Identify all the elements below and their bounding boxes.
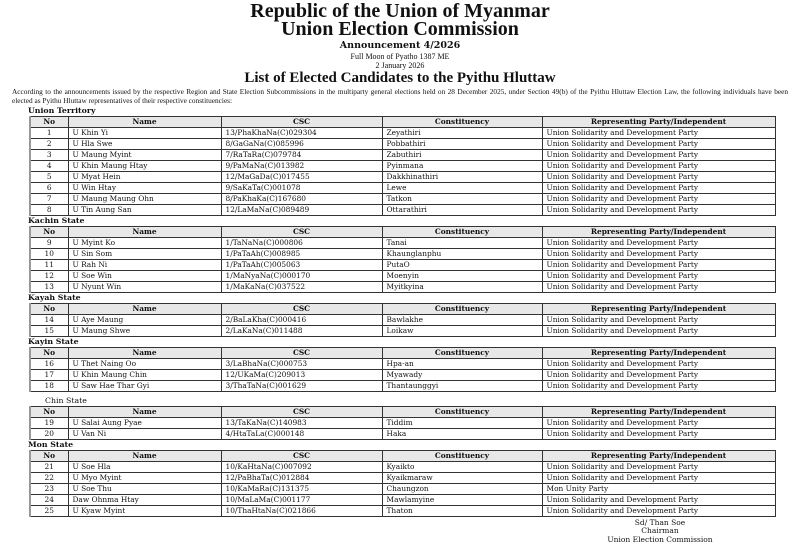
- column-header: Constituency: [382, 117, 542, 128]
- column-header: Representing Party/Independent: [542, 117, 775, 128]
- cell-no: 14: [30, 315, 68, 326]
- table-row: [30, 282, 775, 293]
- cell-party: Union Solidarity and Development Party: [542, 506, 775, 517]
- cell-csc: 1/PaTaAh(C)008985: [221, 249, 382, 260]
- cell-csc: 12/PaBhaTa(C)012884: [221, 473, 382, 484]
- table-row: [30, 418, 775, 429]
- cell-party: Union Solidarity and Development Party: [542, 359, 775, 370]
- cell-no: 12: [30, 271, 68, 282]
- column-header: Constituency: [382, 348, 542, 359]
- section-label: Union Territory: [28, 106, 96, 115]
- column-header: No: [30, 407, 68, 418]
- cell-csc: 9/SaKaTa(C)001078: [221, 183, 382, 194]
- cell-name: U Sin Som: [68, 249, 221, 260]
- cell-no: 2: [30, 139, 68, 150]
- column-header: Representing Party/Independent: [542, 304, 775, 315]
- cell-name: Daw Ohnma Htay: [68, 495, 221, 506]
- table-row: [30, 429, 775, 440]
- section-label: Kayin State: [28, 337, 79, 346]
- cell-no: 10: [30, 249, 68, 260]
- table-row: [30, 161, 775, 172]
- cell-name: U Khin Maung Chin: [68, 370, 221, 381]
- cell-name: U Tin Aung San: [68, 205, 221, 216]
- column-header: Constituency: [382, 451, 542, 462]
- cell-name: U Myo Myint: [68, 473, 221, 484]
- cell-party: Mon Unity Party: [542, 484, 775, 495]
- cell-no: 17: [30, 370, 68, 381]
- column-header: Name: [68, 304, 221, 315]
- cell-csc: 2/BaLaKha(C)000416: [221, 315, 382, 326]
- column-header: CSC: [221, 407, 382, 418]
- cell-party: Union Solidarity and Development Party: [542, 139, 775, 150]
- table-row: [30, 172, 775, 183]
- cell-csc: 10/MaLaMa(C)001177: [221, 495, 382, 506]
- cell-party: Union Solidarity and Development Party: [542, 282, 775, 293]
- signatory-title: Chairman: [641, 526, 679, 536]
- cell-party: Union Solidarity and Development Party: [542, 315, 775, 326]
- column-header: Name: [68, 117, 221, 128]
- table-row: [30, 315, 775, 326]
- cell-constituency: Pyinmana: [382, 161, 542, 172]
- date-gregorian: 2 January 2026: [375, 61, 425, 70]
- column-header: No: [30, 227, 68, 238]
- cell-no: 1: [30, 128, 68, 139]
- cell-constituency: Myawady: [382, 370, 542, 381]
- intro-paragraph: According to the announcements issued by the respective Region and State Election Subcommissions in the multiparty general elections held on 28 December 2025, under Section 49(b) of the Pyithu Hluttaw Election Law, the following individuals have been elected as Pyithu Hluttaw representatives of their respective constituencies:: [12, 87, 788, 105]
- table-row: [30, 183, 775, 194]
- table-row: [30, 271, 775, 282]
- column-header: No: [30, 304, 68, 315]
- cell-no: 20: [30, 429, 68, 440]
- cell-no: 5: [30, 172, 68, 183]
- table-row: [30, 260, 775, 271]
- table-row: [30, 205, 775, 216]
- cell-party: Union Solidarity and Development Party: [542, 194, 775, 205]
- section-label: Kayah State: [28, 293, 81, 302]
- cell-constituency: Lewe: [382, 183, 542, 194]
- cell-csc: 4/HtaTaLa(C)000148: [221, 429, 382, 440]
- cell-csc: 2/LaKaNa(C)011488: [221, 326, 382, 337]
- cell-constituency: Thaton: [382, 506, 542, 517]
- table-row: [30, 194, 775, 205]
- cell-no: 15: [30, 326, 68, 337]
- column-header: Representing Party/Independent: [542, 451, 775, 462]
- document-title: Republic of the Union of Myanmar: [250, 0, 550, 22]
- cell-name: U Maung Maung Ohn: [68, 194, 221, 205]
- cell-name: U Salai Aung Pyae: [68, 418, 221, 429]
- table-header-row: [30, 304, 775, 315]
- column-header: Name: [68, 451, 221, 462]
- cell-no: 13: [30, 282, 68, 293]
- table-header-row: [30, 451, 775, 462]
- column-header: Name: [68, 227, 221, 238]
- cell-constituency: Kyaikto: [382, 462, 542, 473]
- cell-constituency: Chaungzon: [382, 484, 542, 495]
- cell-party: Union Solidarity and Development Party: [542, 462, 775, 473]
- column-header: Representing Party/Independent: [542, 348, 775, 359]
- table-row: [30, 128, 775, 139]
- cell-no: 6: [30, 183, 68, 194]
- commission-title: Union Election Commission: [281, 18, 519, 40]
- column-header: CSC: [221, 227, 382, 238]
- cell-party: Union Solidarity and Development Party: [542, 150, 775, 161]
- column-header: Constituency: [382, 304, 542, 315]
- cell-csc: 1/MaNyaNa(C)000170: [221, 271, 382, 282]
- column-header: Representing Party/Independent: [542, 227, 775, 238]
- table-row: [30, 370, 775, 381]
- cell-csc: 1/MaKaNa(C)037522: [221, 282, 382, 293]
- announcement-number: Announcement 4/2026: [339, 40, 461, 51]
- section-label: Kachin State: [28, 216, 85, 225]
- cell-no: 23: [30, 484, 68, 495]
- cell-party: Union Solidarity and Development Party: [542, 205, 775, 216]
- cell-constituency: Moenyin: [382, 271, 542, 282]
- cell-name: U Khin Yi: [68, 128, 221, 139]
- cell-name: U Kyaw Myint: [68, 506, 221, 517]
- cell-name: U Myint Ko: [68, 238, 221, 249]
- cell-party: Union Solidarity and Development Party: [542, 326, 775, 337]
- table-row: [30, 506, 775, 517]
- cell-name: U Maung Myint: [68, 150, 221, 161]
- list-title: List of Elected Candidates to the Pyithu Hluttaw: [244, 70, 556, 86]
- cell-party: Union Solidarity and Development Party: [542, 495, 775, 506]
- table-row: [30, 495, 775, 506]
- cell-party: Union Solidarity and Development Party: [542, 381, 775, 392]
- cell-constituency: Loikaw: [382, 326, 542, 337]
- signature-block: [590, 519, 730, 544]
- column-header: No: [30, 117, 68, 128]
- column-header: Name: [68, 407, 221, 418]
- cell-constituency: Myitkyina: [382, 282, 542, 293]
- cell-no: 18: [30, 381, 68, 392]
- table-header-row: [30, 227, 775, 238]
- signatory: Sd/ Than Soe: [634, 518, 686, 527]
- column-header: CSC: [221, 348, 382, 359]
- cell-name: U Aye Maung: [68, 315, 221, 326]
- cell-csc: 13/PhaKhaNa(C)029304: [221, 128, 382, 139]
- cell-no: 24: [30, 495, 68, 506]
- cell-no: 16: [30, 359, 68, 370]
- cell-no: 11: [30, 260, 68, 271]
- cell-csc: 1/TaNaNa(C)000806: [221, 238, 382, 249]
- candidates-table: [29, 303, 776, 337]
- column-header: No: [30, 348, 68, 359]
- table-row: [30, 359, 775, 370]
- cell-name: U Thet Naing Oo: [68, 359, 221, 370]
- table-row: [30, 462, 775, 473]
- cell-party: Union Solidarity and Development Party: [542, 473, 775, 484]
- column-header: Constituency: [382, 227, 542, 238]
- candidates-table: [29, 116, 776, 216]
- candidate-sections: [29, 106, 774, 517]
- candidates-table: [29, 450, 776, 517]
- cell-name: U Van Ni: [68, 429, 221, 440]
- column-header: Name: [68, 348, 221, 359]
- cell-csc: 12/MaGaDa(C)017455: [221, 172, 382, 183]
- cell-party: Union Solidarity and Development Party: [542, 418, 775, 429]
- section-label: Mon State: [28, 440, 74, 449]
- cell-csc: 12/UKaMa(C)209013: [221, 370, 382, 381]
- cell-constituency: Tatkon: [382, 194, 542, 205]
- cell-constituency: Khaunglanphu: [382, 249, 542, 260]
- column-header: CSC: [221, 117, 382, 128]
- cell-csc: 10/KaHtaNa(C)007092: [221, 462, 382, 473]
- cell-name: U Rah Ni: [68, 260, 221, 271]
- table-row: [30, 484, 775, 495]
- cell-name: U Saw Hae Thar Gyi: [68, 381, 221, 392]
- table-row: [30, 249, 775, 260]
- table-row: [30, 238, 775, 249]
- signatory-organization: Union Election Commission: [607, 534, 713, 544]
- table-header-row: [30, 407, 775, 418]
- cell-constituency: Zeyathiri: [382, 128, 542, 139]
- cell-name: U Khin Maung Htay: [68, 161, 221, 172]
- column-header: Constituency: [382, 407, 542, 418]
- column-header: CSC: [221, 304, 382, 315]
- cell-party: Union Solidarity and Development Party: [542, 249, 775, 260]
- table-header-row: [30, 117, 775, 128]
- section-label: Chin State: [45, 396, 87, 405]
- table-row: [30, 139, 775, 150]
- cell-csc: 3/LaBhaNa(C)000753: [221, 359, 382, 370]
- cell-no: 21: [30, 462, 68, 473]
- cell-csc: 7/RaTaRa(C)079784: [221, 150, 382, 161]
- cell-constituency: Tanai: [382, 238, 542, 249]
- cell-constituency: Mawlamyine: [382, 495, 542, 506]
- cell-constituency: Ottarathiri: [382, 205, 542, 216]
- cell-name: U Hla Swe: [68, 139, 221, 150]
- cell-no: 9: [30, 238, 68, 249]
- table-row: [30, 381, 775, 392]
- cell-constituency: Kyaikmaraw: [382, 473, 542, 484]
- cell-csc: 10/ThaHtaNa(C)021866: [221, 506, 382, 517]
- table-row: [30, 326, 775, 337]
- cell-constituency: Hpa-an: [382, 359, 542, 370]
- cell-party: Union Solidarity and Development Party: [542, 370, 775, 381]
- cell-constituency: Haka: [382, 429, 542, 440]
- candidates-table: [29, 226, 776, 293]
- cell-party: Union Solidarity and Development Party: [542, 183, 775, 194]
- cell-name: U Myat Hein: [68, 172, 221, 183]
- column-header: CSC: [221, 451, 382, 462]
- cell-csc: 13/TaKaNa(C)140983: [221, 418, 382, 429]
- cell-constituency: Pobbathiri: [382, 139, 542, 150]
- candidates-table: [29, 406, 776, 440]
- cell-party: Union Solidarity and Development Party: [542, 260, 775, 271]
- cell-constituency: PutaO: [382, 260, 542, 271]
- cell-no: 22: [30, 473, 68, 484]
- cell-no: 19: [30, 418, 68, 429]
- cell-csc: 8/GaGaNa(C)085996: [221, 139, 382, 150]
- cell-name: U Win Htay: [68, 183, 221, 194]
- cell-party: Union Solidarity and Development Party: [542, 128, 775, 139]
- cell-csc: 3/ThaTaNa(C)001629: [221, 381, 382, 392]
- table-row: [30, 150, 775, 161]
- cell-no: 7: [30, 194, 68, 205]
- cell-name: U Soe Hla: [68, 462, 221, 473]
- cell-party: Union Solidarity and Development Party: [542, 161, 775, 172]
- cell-name: U Maung Shwe: [68, 326, 221, 337]
- cell-constituency: Thantaunggyi: [382, 381, 542, 392]
- cell-csc: 12/LaMaNa(C)089489: [221, 205, 382, 216]
- cell-csc: 9/PaMaNa(C)013982: [221, 161, 382, 172]
- date-lunar: Full Moon of Pyatho 1387 ME: [350, 52, 450, 61]
- candidates-table: [29, 347, 776, 392]
- column-header: Representing Party/Independent: [542, 407, 775, 418]
- cell-party: Union Solidarity and Development Party: [542, 238, 775, 249]
- cell-name: U Soe Win: [68, 271, 221, 282]
- cell-csc: 1/PaTaAh(C)005063: [221, 260, 382, 271]
- cell-party: Union Solidarity and Development Party: [542, 271, 775, 282]
- cell-name: U Nyunt Win: [68, 282, 221, 293]
- cell-constituency: Zabuthiri: [382, 150, 542, 161]
- cell-no: 3: [30, 150, 68, 161]
- cell-name: U Soe Thu: [68, 484, 221, 495]
- cell-constituency: Tiddim: [382, 418, 542, 429]
- table-row: [30, 473, 775, 484]
- column-header: No: [30, 451, 68, 462]
- cell-party: Union Solidarity and Development Party: [542, 172, 775, 183]
- cell-no: 4: [30, 161, 68, 172]
- cell-csc: 10/KaMaRa(C)131375: [221, 484, 382, 495]
- cell-csc: 8/PaKhaKa(C)167680: [221, 194, 382, 205]
- cell-no: 25: [30, 506, 68, 517]
- cell-constituency: Dakkhinathiri: [382, 172, 542, 183]
- cell-party: Union Solidarity and Development Party: [542, 429, 775, 440]
- table-header-row: [30, 348, 775, 359]
- cell-no: 8: [30, 205, 68, 216]
- cell-constituency: Bawlakhe: [382, 315, 542, 326]
